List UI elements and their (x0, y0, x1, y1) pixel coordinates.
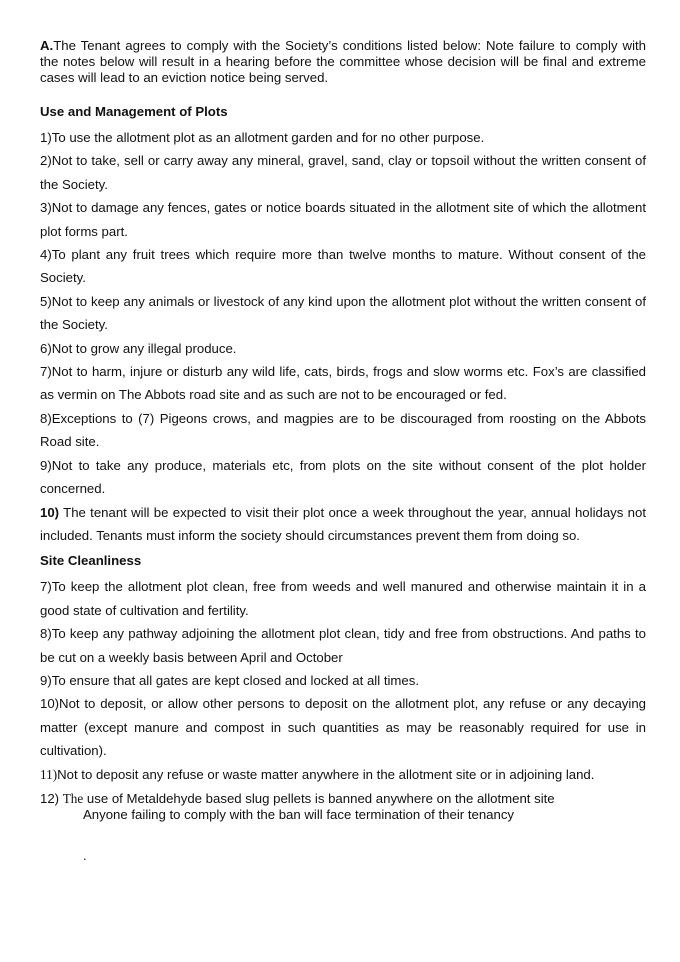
use-item-8: 8)Exceptions to (7) Pigeons crows, and magpies are to be discouraged from roosting on the Abbots Road site. (40, 410, 646, 450)
clean-item-7: 7)To keep the allotment plot clean, free from weeds and well manured and otherwise maintain it in a good state of cultivation and fertility. (40, 579, 646, 618)
use-item-5: 5)Not to keep any animals or livestock of any kind upon the allotment plot without the written consent of the Society. (40, 293, 646, 333)
use-item-7: 7)Not to harm, injure or disturb any wild life, cats, birds, frogs and slow worms etc. Fox’s are classified as vermin on The Abbots road site and as such are not to be encouraged or fed. (40, 364, 646, 403)
clean-item-8: 8)To keep any pathway adjoining the allotment plot clean, tidy and free from obstructions. And paths to be cut on a weekly basis between April and October (40, 626, 646, 665)
use-item-6: 6)Not to grow any illegal produce. (40, 340, 237, 356)
trailing-mark: . (83, 848, 87, 863)
clean-item-11-number: 11) (40, 766, 58, 782)
use-item-9: 9)Not to take any produce, materials etc, from plots on the site without consent of the plot holder concerned. (40, 457, 646, 497)
clean-item-11-text: Not to deposit any refuse or waste matter anywhere in the allotment site or in adjoining land. (57, 766, 595, 782)
use-item-10 (40, 501, 646, 548)
clean-item-12-number: 12) (40, 790, 63, 806)
use-section-list (40, 126, 646, 547)
use-section-heading: Use and Management of Plots (40, 104, 228, 119)
clean-item-11 (40, 763, 646, 786)
use-item-10-text: The tenant will be expected to visit their plot once a week throughout the year, annual holidays not included. Tenants must inform the society should circumstances prevent them from doing so. (40, 504, 646, 543)
clean-item-12 (40, 791, 646, 807)
clean-item-9: 9)To ensure that all gates are kept closed and locked at all times. (40, 672, 419, 688)
clean-item-10: 10)Not to deposit, or allow other persons to deposit on the allotment plot, any refuse or any decaying matter (except manure and compost in such quantities as may be reasonably required for use in cultivation). (40, 696, 646, 759)
use-item-10-number: 10) (40, 504, 60, 520)
clean-item-12-the: The (62, 790, 84, 806)
use-item-3: 3)Not to damage any fences, gates or notice boards situated in the allotment site of which the allotment plot forms part. (40, 200, 646, 239)
cleanliness-section-heading: Site Cleanliness (40, 553, 142, 569)
cleanliness-section-list (40, 575, 646, 807)
clean-item-12-text: use of Metaldehyde based slug pellets is banned anywhere on the allotment site (83, 790, 555, 806)
use-item-4: 4)To plant any fruit trees which require more than twelve months to mature. Without consent of the Society. (40, 247, 646, 286)
intro-paragraph (40, 38, 646, 86)
clean-item-12-note: Anyone failing to comply with the ban will face termination of their tenancy (83, 806, 515, 822)
intro-label: A. (40, 38, 54, 53)
document-body (40, 38, 646, 823)
use-item-1: 1)To use the allotment plot as an allotment garden and for no other purpose. (40, 130, 485, 145)
use-item-2: 2)Not to take, sell or carry away any mineral, gravel, sand, clay or topsoil without the written consent of the Society. (40, 153, 646, 192)
intro-text: The Tenant agrees to comply with the Society’s conditions listed below: Note failure to comply with the notes below will result in a hearing before the committee whose decision will be final and extreme cases will lead to an eviction notice being served. (40, 38, 646, 85)
